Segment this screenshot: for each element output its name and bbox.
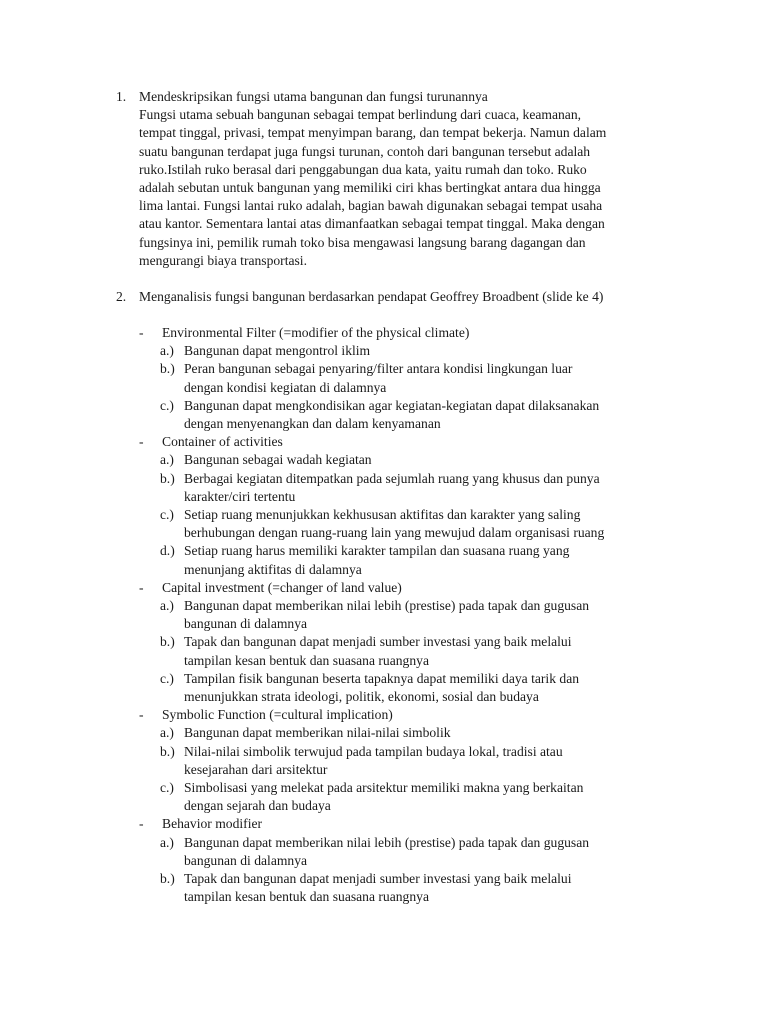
paragraph-line: adalah sebutan untuk bangunan yang memiliki ciri khas bertingkat antara dua hingga (139, 180, 601, 196)
item-label: b.) (160, 361, 175, 377)
item-label: c.) (160, 670, 174, 686)
item-label: a.) (160, 834, 174, 850)
list-item (139, 743, 768, 779)
list-item (139, 670, 768, 706)
item-label: a.) (160, 725, 174, 741)
list-item (139, 506, 768, 542)
dash-bullet: - (139, 707, 144, 723)
paragraph-line: suatu bangunan terdapat juga fungsi turunan, contoh dari bangunan tersebut adalah (139, 143, 591, 159)
item-line: menunjang aktifitas di dalamnya (184, 561, 362, 577)
list-item (139, 360, 768, 396)
item-label: b.) (160, 743, 175, 759)
dash-bullet: - (139, 434, 144, 450)
item-label: c.) (160, 397, 174, 413)
group-title: Environmental Filter (=modifier of the physical climate) (162, 325, 470, 340)
item-line: dengan menyenangkan dan dalam kenyamanan (184, 416, 441, 431)
section-1 (0, 88, 768, 270)
list-item (139, 779, 768, 815)
item-text (184, 506, 684, 542)
item-text (184, 470, 684, 506)
list-item (139, 397, 768, 433)
group-title: Symbolic Function (=cultural implication) (162, 707, 393, 723)
group-header (139, 433, 768, 451)
item-text (184, 342, 684, 360)
item-line: bangunan di dalamnya (184, 616, 308, 632)
list-item (139, 724, 768, 742)
item-line: menunjukkan strata ideologi, politik, ekonomi, sosial dan budaya (184, 689, 539, 705)
group-header (139, 324, 768, 342)
group-header (139, 706, 768, 724)
item-text (184, 670, 684, 706)
dash-bullet: - (139, 816, 144, 832)
item-line: Berbagai kegiatan ditempatkan pada sejumlah ruang yang khusus dan punya (184, 470, 600, 486)
item-label: a.) (160, 598, 174, 613)
paragraph-line: tempat tinggal, privasi, tempat menyimpan barang, dan tempat bekerja. Namun dalam (139, 125, 607, 141)
item-line: Setiap ruang harus memiliki karakter tampilan dan suasana ruang yang (184, 543, 570, 559)
group-title: Capital investment (=changer of land value) (162, 579, 402, 595)
item-text (184, 743, 684, 779)
dash-bullet: - (139, 325, 144, 340)
dash-bullet: - (139, 579, 144, 595)
item-line: berhubungan dengan ruang-ruang lain yang mewujud dalam organisasi ruang (184, 525, 605, 541)
item-text (184, 360, 684, 396)
item-text (184, 779, 684, 815)
item-label: c.) (160, 780, 174, 796)
item-label: d.) (160, 543, 175, 559)
section-body (139, 88, 679, 270)
item-text (184, 397, 684, 433)
item-line: bangunan di dalamnya (184, 852, 308, 868)
item-text (184, 451, 684, 469)
item-line: Bangunan dapat mengkondisikan agar kegiatan-kegiatan dapat dilaksanakan (184, 397, 600, 413)
item-label: c.) (160, 507, 174, 522)
paragraph-line: atau kantor. Sementara lantai atas dimanfaatkan sebagai tempat tinggal. Maka dengan (139, 216, 605, 232)
paragraph-line: Fungsi utama sebuah bangunan sebagai tempat berlindung dari cuaca, keamanan, (139, 107, 582, 123)
item-label: a.) (160, 343, 174, 359)
item-text (184, 597, 684, 633)
item-label: b.) (160, 871, 175, 887)
section-number: 2. (116, 289, 127, 304)
item-line: Bangunan dapat mengontrol iklim (184, 343, 371, 359)
item-label: b.) (160, 470, 175, 486)
paragraph-line: lima lantai. Fungsi lantai ruko adalah, bagian bawah digunakan sebagai tempat usaha (139, 198, 603, 214)
item-text (184, 724, 684, 742)
item-text (184, 834, 684, 870)
item-line: tampilan kesan bentuk dan suasana ruangnya (184, 652, 429, 668)
item-line: Setiap ruang menunjukkan kekhususan aktifitas dan karakter yang saling (184, 507, 581, 522)
section-2 (0, 288, 768, 306)
item-line: Bangunan dapat memberikan nilai lebih (prestise) pada tapak dan gugusan (184, 598, 590, 613)
item-line: tampilan kesan bentuk dan suasana ruangnya (184, 889, 429, 905)
item-line: dengan sejarah dan budaya (184, 798, 331, 814)
list-item (139, 633, 768, 669)
item-line: karakter/ciri tertentu (184, 488, 296, 504)
item-line: Tapak dan bangunan dapat menjadi sumber investasi yang baik melalui (184, 871, 572, 887)
item-line: Peran bangunan sebagai penyaring/filter antara kondisi lingkungan luar (184, 361, 573, 377)
group-title: Behavior modifier (162, 816, 263, 832)
section-paragraph (139, 106, 679, 270)
list-item (139, 451, 768, 469)
item-line: Tampilan fisik bangunan beserta tapaknya dapat memiliki daya tarik dan (184, 670, 580, 686)
item-line: Simbolisasi yang melekat pada arsitektur memiliki makna yang berkaitan (184, 780, 584, 796)
item-text (184, 633, 684, 669)
list-item (139, 870, 768, 906)
item-line: kesejarahan dari arsitektur (184, 761, 328, 777)
group-header (139, 579, 768, 597)
section-heading: Mendeskripsikan fungsi utama bangunan dan fungsi turunannya (139, 89, 488, 104)
item-line: dengan kondisi kegiatan di dalamnya (184, 379, 387, 395)
list-item (139, 834, 768, 870)
group-header (139, 815, 768, 833)
item-text (184, 870, 684, 906)
paragraph-line: ruko.Istilah ruko berasal dari penggabungan dua kata, yaitu rumah dan toko. Ruko (139, 161, 587, 177)
list-item (139, 342, 768, 360)
group-list (139, 324, 768, 906)
item-line: Bangunan dapat memberikan nilai-nilai simbolik (184, 725, 451, 741)
item-line: Tapak dan bangunan dapat menjadi sumber investasi yang baik melalui (184, 634, 572, 650)
paragraph-line: mengurangi biaya transportasi. (139, 252, 307, 268)
list-item (139, 470, 768, 506)
item-line: Bangunan sebagai wadah kegiatan (184, 452, 372, 468)
item-line: Bangunan dapat memberikan nilai lebih (prestise) pada tapak dan gugusan (184, 834, 590, 850)
section-heading: Menganalisis fungsi bangunan berdasarkan pendapat Geoffrey Broadbent (slide ke 4) (139, 289, 604, 304)
item-line: Nilai-nilai simbolik terwujud pada tampilan budaya lokal, tradisi atau (184, 743, 563, 759)
item-label: b.) (160, 634, 175, 650)
paragraph-line: fungsinya ini, pemilik rumah toko bisa mengawasi langsung barang dagangan dan (139, 234, 586, 250)
group-title: Container of activities (162, 434, 283, 450)
item-text (184, 542, 684, 578)
list-item (139, 597, 768, 633)
section-number: 1. (116, 89, 127, 104)
section-2-groups (0, 324, 768, 906)
list-item (139, 542, 768, 578)
item-label: a.) (160, 452, 174, 468)
